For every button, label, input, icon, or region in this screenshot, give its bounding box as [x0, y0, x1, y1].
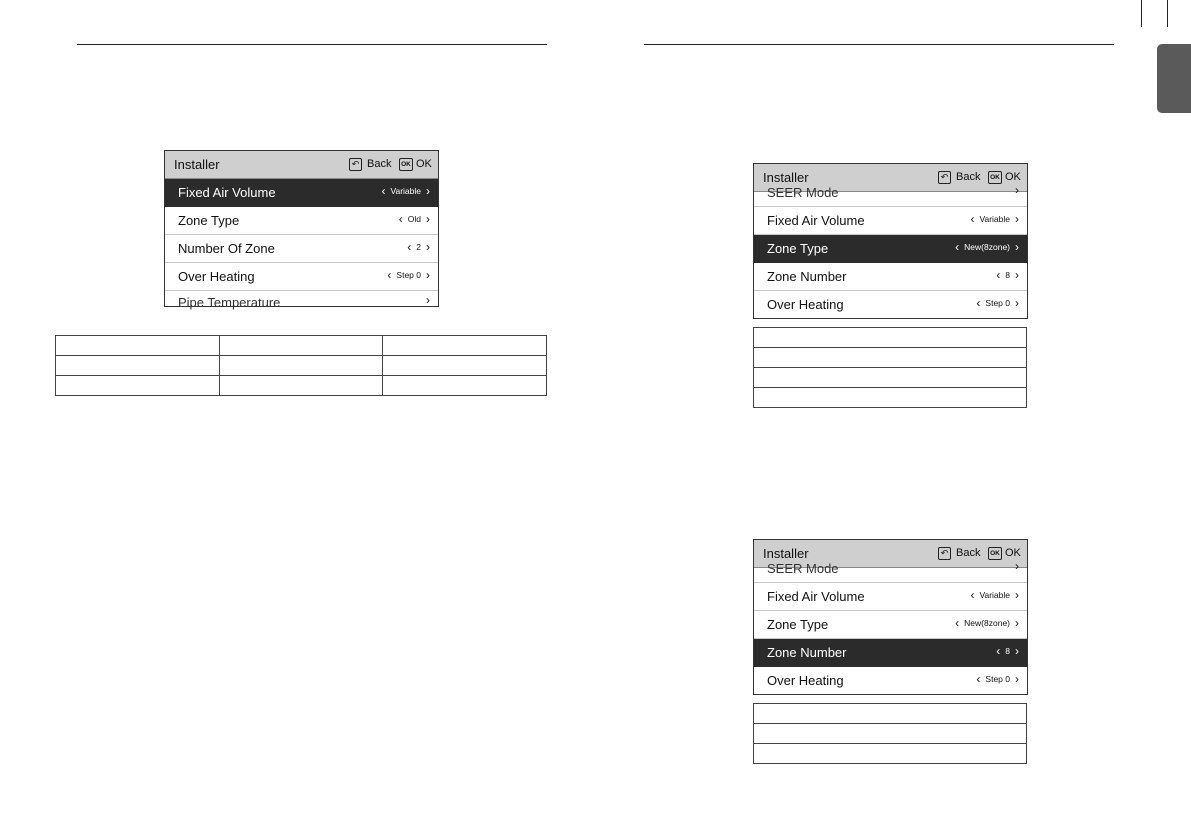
ok-button[interactable]: OK: [1005, 171, 1021, 183]
row-value: 8: [1005, 270, 1010, 280]
row-label: Zone Number: [767, 269, 847, 284]
row-label: SEER Mode: [767, 185, 839, 200]
chevron-right-icon[interactable]: ›: [426, 212, 430, 226]
chevron-right-icon[interactable]: ›: [1015, 672, 1019, 686]
chevron-right-icon[interactable]: ›: [426, 293, 430, 307]
ok-key-icon[interactable]: OK: [988, 547, 1002, 560]
screen-title: Installer: [763, 546, 809, 561]
menu-row-over-heating[interactable]: [165, 263, 438, 291]
menu-row-zone-type[interactable]: [754, 611, 1027, 639]
blank-table-2: [753, 327, 1027, 408]
chevron-left-icon[interactable]: ‹: [970, 588, 975, 602]
chevron-left-icon[interactable]: ‹: [970, 212, 975, 226]
row-label: Pipe Temperature: [178, 295, 281, 310]
chevron-right-icon[interactable]: ›: [426, 268, 430, 282]
chevron-right-icon[interactable]: ›: [1015, 559, 1019, 573]
chevron-left-icon[interactable]: ‹: [387, 268, 392, 282]
row-label: Fixed Air Volume: [178, 185, 276, 200]
row-label: Over Heating: [767, 297, 844, 312]
row-value: Step 0: [396, 270, 421, 280]
chevron-left-icon[interactable]: ‹: [996, 644, 1001, 658]
crop-mark-right: [1167, 0, 1168, 27]
menu-row-zone-number[interactable]: [754, 639, 1027, 667]
chevron-right-icon[interactable]: ›: [1015, 644, 1019, 658]
row-label: Fixed Air Volume: [767, 213, 865, 228]
chevron-right-icon[interactable]: ›: [1015, 296, 1019, 310]
menu-row-fixed-air-volume[interactable]: [754, 207, 1027, 235]
row-label: Over Heating: [178, 269, 255, 284]
left-page-top-rule: [77, 44, 547, 45]
screen-title: Installer: [174, 157, 220, 172]
table-row: [56, 376, 547, 396]
screen-title: Installer: [763, 170, 809, 185]
chevron-right-icon[interactable]: ›: [426, 240, 430, 254]
ok-key-icon[interactable]: OK: [988, 171, 1002, 184]
back-button[interactable]: Back: [956, 171, 981, 183]
table-row: [754, 744, 1027, 764]
chevron-left-icon[interactable]: ‹: [955, 240, 960, 254]
menu-row-seer-mode[interactable]: [754, 559, 1027, 583]
chevron-left-icon[interactable]: ‹: [996, 268, 1001, 282]
chevron-right-icon[interactable]: ›: [1015, 240, 1019, 254]
menu-row-seer-mode[interactable]: [754, 183, 1027, 207]
chapter-side-tab: [1157, 44, 1191, 113]
chevron-right-icon[interactable]: ›: [426, 184, 430, 198]
chevron-left-icon[interactable]: ‹: [407, 240, 412, 254]
row-label: Zone Type: [767, 617, 829, 632]
ok-button[interactable]: OK: [416, 158, 432, 170]
row-label: Number Of Zone: [178, 241, 275, 256]
menu-row-zone-type[interactable]: [754, 235, 1027, 263]
table-row: [754, 704, 1027, 724]
row-label: Zone Number: [767, 645, 847, 660]
row-label: Zone Type: [178, 213, 240, 228]
return-arrow-icon[interactable]: ↶: [938, 547, 951, 560]
blank-table-3: [753, 703, 1027, 764]
table-row: [754, 724, 1027, 744]
menu-row-over-heating[interactable]: [754, 667, 1027, 694]
chevron-left-icon[interactable]: ‹: [955, 616, 960, 630]
table-row: [754, 368, 1027, 388]
chevron-right-icon[interactable]: ›: [1015, 588, 1019, 602]
row-value: Step 0: [985, 298, 1010, 308]
row-value: 8: [1005, 646, 1010, 656]
table-row: [754, 388, 1027, 408]
chevron-left-icon[interactable]: ‹: [976, 296, 981, 310]
screen-header: [165, 151, 438, 179]
table-row: [56, 336, 547, 356]
table-row: [56, 356, 547, 376]
row-value: Variable: [979, 214, 1010, 224]
chevron-left-icon[interactable]: ‹: [976, 672, 981, 686]
table-row: [754, 328, 1027, 348]
blank-table-1: [55, 335, 547, 396]
chevron-left-icon[interactable]: ‹: [381, 184, 386, 198]
chevron-left-icon[interactable]: ‹: [398, 212, 403, 226]
row-label: Over Heating: [767, 673, 844, 688]
row-value: Variable: [390, 186, 421, 196]
row-value: New(8zone): [964, 242, 1010, 252]
row-value: New(8zone): [964, 618, 1010, 628]
row-value: Old: [407, 214, 421, 224]
table-row: [754, 348, 1027, 368]
chevron-right-icon[interactable]: ›: [1015, 183, 1019, 197]
menu-row-zone-number[interactable]: [754, 263, 1027, 291]
row-value: Step 0: [985, 674, 1010, 684]
installer-screen-2: [753, 163, 1028, 319]
installer-screen-1: [164, 150, 439, 310]
back-button[interactable]: Back: [956, 547, 981, 559]
ok-button[interactable]: OK: [1005, 547, 1021, 559]
row-label: Fixed Air Volume: [767, 589, 865, 604]
ok-key-icon[interactable]: OK: [399, 158, 413, 171]
menu-row-pipe-temperature[interactable]: [165, 291, 438, 310]
back-button[interactable]: Back: [367, 158, 392, 170]
menu-row-fixed-air-volume[interactable]: [165, 179, 438, 207]
row-label: SEER Mode: [767, 561, 839, 576]
row-value: 2: [416, 242, 421, 252]
chevron-right-icon[interactable]: ›: [1015, 268, 1019, 282]
installer-screen-3: [753, 539, 1028, 695]
crop-mark-left: [1141, 0, 1142, 27]
return-arrow-icon[interactable]: ↶: [349, 158, 362, 171]
menu-row-over-heating[interactable]: [754, 291, 1027, 318]
chevron-right-icon[interactable]: ›: [1015, 616, 1019, 630]
menu-row-fixed-air-volume[interactable]: [754, 583, 1027, 611]
menu-row-zone-type[interactable]: [165, 207, 438, 235]
row-label: Zone Type: [767, 241, 829, 256]
right-page-top-rule: [644, 44, 1114, 45]
return-arrow-icon[interactable]: ↶: [938, 171, 951, 184]
chevron-right-icon[interactable]: ›: [1015, 212, 1019, 226]
row-value: Variable: [979, 590, 1010, 600]
menu-row-number-of-zone[interactable]: [165, 235, 438, 263]
